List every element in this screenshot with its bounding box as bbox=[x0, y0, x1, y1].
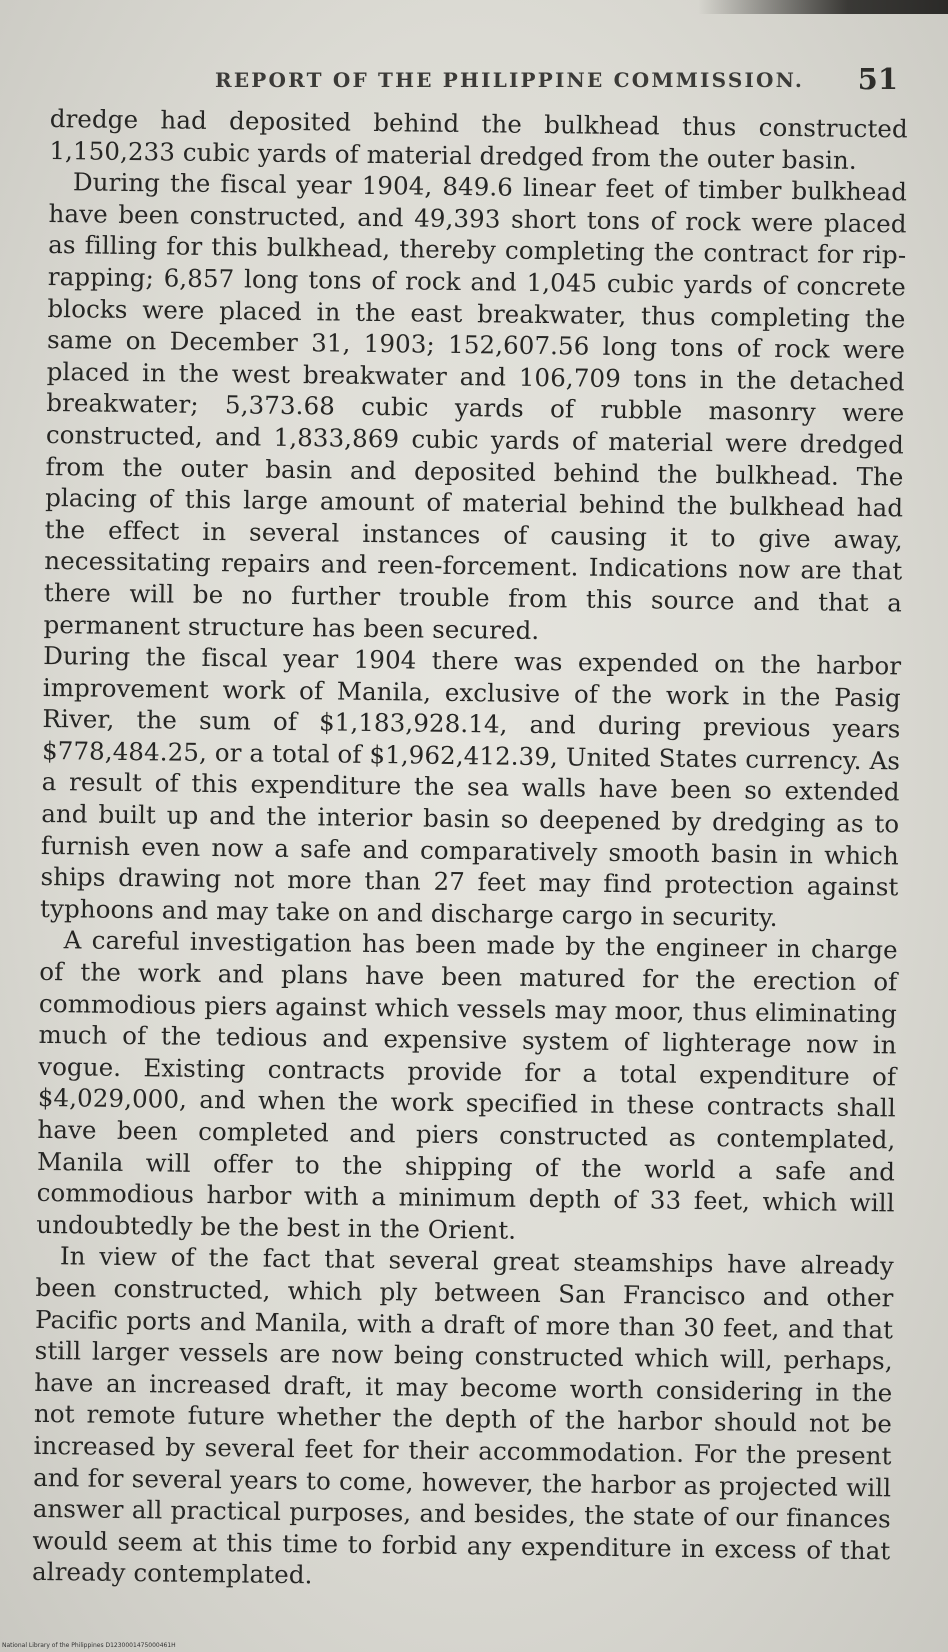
library-stamp: National Library of the Philippines D1230001475000461H bbox=[2, 1642, 176, 1649]
scan-edge-shadow bbox=[698, 0, 948, 14]
page-header bbox=[0, 62, 948, 102]
running-title: REPORT OF THE PHILIPPINE COMMISSION. bbox=[215, 68, 805, 92]
page-number: 51 bbox=[857, 62, 898, 96]
paragraph-steamships-draft: In view of the fact that several great steamships have already been constructed, which ply between San Francisco and other Pacific ports and Manila, with a draft of more than 30 feet, and that still larger vessels are now being constructed which will, perhaps, have an increased draft, it may become worth considering in the not remote future whether the depth of the harbor should not be increased by several feet for their accommodation. For the present and for several years to come, however, the harbor as projected will answer all practical purposes, and besides, the state of our finances would seem at this time to forbid any expenditure in excess of that already contemplated. bbox=[31, 1241, 895, 1590]
paragraph-expenditure: During the fiscal year 1904 there was expended on the harbor improvement work of Manila, exclusive of the work in the Pasig River, the sum of $1,183,928.14, and during previous years $778,484.25, or a total of $1,962,412.39, United States currency. As a result of this expenditure the sea walls have been so extended and built up and the interior basin so deepened by dredging as to furnish even now a safe and comparatively smooth basin in which ships drawing not more than 27 feet may find protection against typhoons and may take on and discharge cargo in security. bbox=[39, 641, 902, 932]
body-text bbox=[32, 103, 908, 1598]
paragraph-piers-investigation: A careful investigation has been made by the engineer in charge of the work and plans have been matured for the erection of commodious piers against which vessels may moor, thus eliminating much of the tedious and expensive system of lighterage now in vogue. Existing contracts provide for a total expenditure of $4,029,000, and when the work specified in these contracts shall have been completed and piers constructed as contemplated, Manila will offer to the shipping of the world a safe and commodious harbor with a minimum depth of 33 feet, which will undoubtedly be the best in the Orient. bbox=[36, 925, 898, 1245]
paragraph-fiscal-year-work: During the fiscal year 1904, 849.6 linear feet of timber bulkhead have been constructed, and 49,393 short tons of rock were placed as filling for this bulkhead, thereby completing the contract for rip-rapping; 6,857 long tons of rock and 1,045 cubic yards of concrete blocks were placed in the east breakwater, thus completing the same on December 31, 1903; 152,607.56 long tons of rock were placed in the west breakwater and 106,709 tons in the detached breakwater; 5,373.68 cubic yards of rubble masonry were constructed, and 1,833,869 cubic yards of material were dredged from the outer basin and deposited behind the bulkhead. The placing of this large amount of material behind the bulkhead had the effect in several instances of causing it to give away, necessitating repairs and reen-forcement. Indications now are that there will be no further trouble from this source and that a permanent structure has been secured. bbox=[43, 167, 908, 645]
paragraph-continued: dredge had deposited behind the bulkhead thus constructed 1,150,233 cubic yards of material dredged from the outer basin. bbox=[49, 103, 908, 175]
